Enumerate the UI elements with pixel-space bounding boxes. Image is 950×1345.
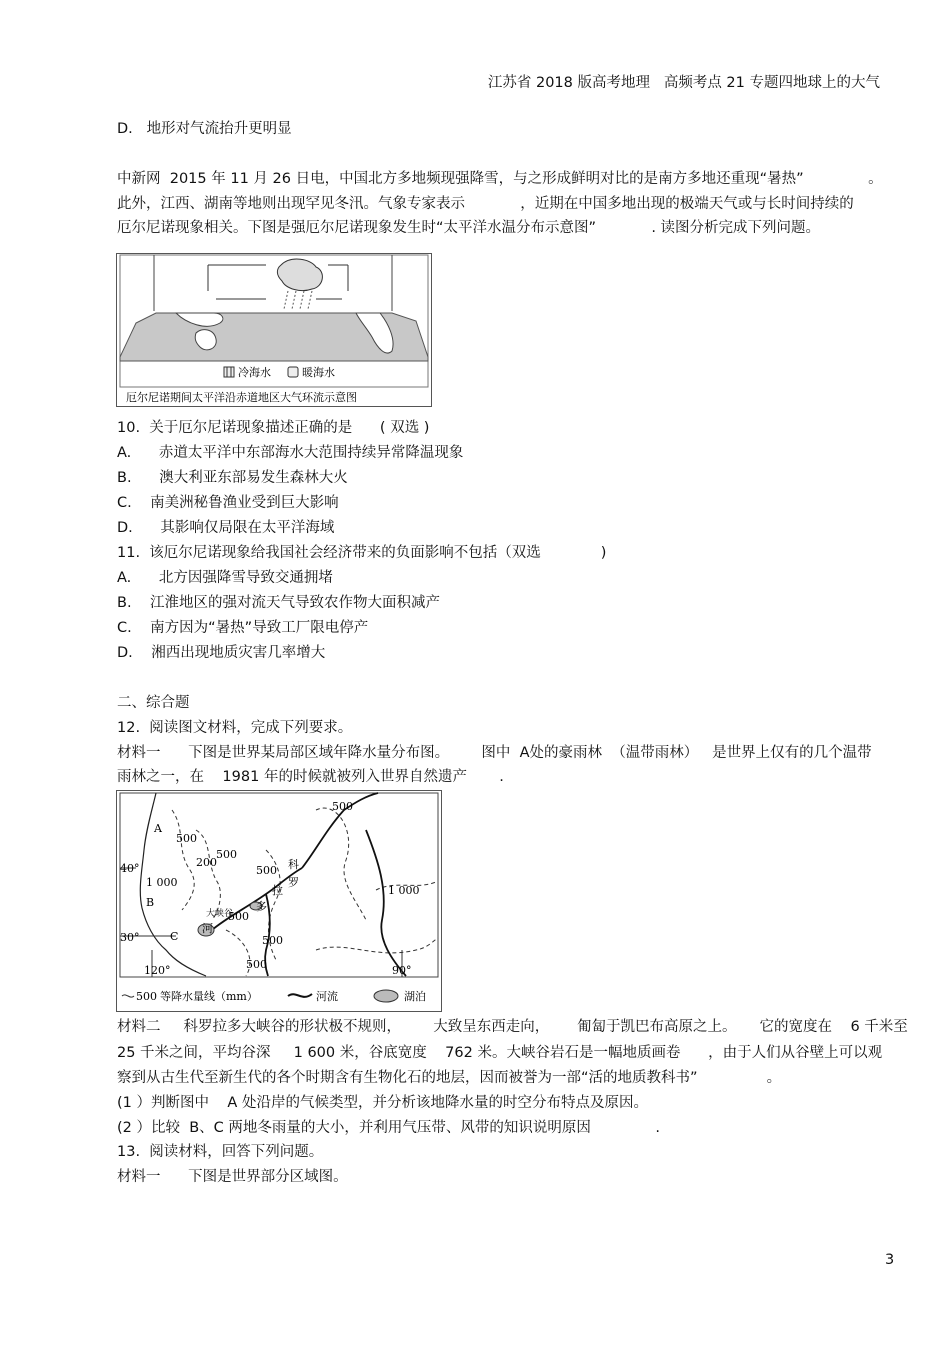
material-2-line-3: 察到从古生代至新生代的各个时期含有生物化石的地层，因而被誉为一部“活的地质教科书” 。	[117, 1070, 782, 1086]
svg-text:500: 500	[228, 910, 249, 923]
q10-option-d: D. 其影响仅局限在太平洋海域	[117, 520, 335, 536]
passage-line-1: 中新网 2015 年 11 月 26 日电，中国北方多地频现强降雪，与之形成鲜明对比的是南方多地还重现“暑热” 。	[117, 171, 883, 187]
svg-text:90°: 90°	[392, 964, 412, 977]
svg-text:500: 500	[262, 934, 283, 947]
svg-text:1 000: 1 000	[388, 884, 420, 897]
q10-option-c: C. 南美洲秘鲁渔业受到巨大影响	[117, 495, 339, 511]
q12-part-2: (2 ）比较 B、C 两地冬雨量的大小，并利用气压带、风带的知识说明原因 .	[117, 1120, 661, 1136]
material-2-line-1: 材料二 科罗拉多大峡谷的形状极不规则， 大致呈东西走向， 匍匐于凯巴布高原之上。 它的宽度在 6 千米至	[117, 1019, 908, 1035]
q11-option-b: B. 江淮地区的强对流天气导致农作物大面积减产	[117, 595, 440, 611]
legend-river: 河流	[316, 990, 338, 1003]
svg-text:500: 500	[332, 800, 353, 813]
q11-option-a: A. 北方因强降雪导致交通拥堵	[117, 570, 333, 586]
svg-text:C: C	[170, 930, 179, 943]
question-13: 13. 阅读材料，回答下列问题。	[117, 1144, 324, 1160]
svg-text:40°: 40°	[120, 862, 140, 875]
svg-text:河: 河	[202, 922, 213, 935]
precipitation-map	[116, 790, 442, 1012]
q11-option-c: C. 南方因为“暑热”导致工厂限电停产	[117, 620, 369, 636]
el-nino-figure	[116, 253, 432, 407]
legend-warm-water: 暖海水	[302, 366, 335, 379]
q11-option-d: D. 湘西出现地质灾害几率增大	[117, 645, 326, 661]
svg-text:200: 200	[196, 856, 217, 869]
material-2-line-2: 25 千米之间，平均谷深 1 600 米，谷底宽度 762 米。大峡谷岩石是一幅地质画卷 ，由于人们从谷壁上可以观	[117, 1045, 883, 1061]
svg-text:500: 500	[256, 864, 277, 877]
option-d-line: D. 地形对气流抬升更明显	[117, 121, 292, 137]
legend-isohyet-value: 500	[136, 990, 157, 1003]
svg-text:500: 500	[176, 832, 197, 845]
svg-text:500: 500	[246, 958, 267, 971]
material-1-line-1: 材料一 下图是世界某局部区域年降水量分布图。 图中 A处的豪雨林 （温带雨林） 是世界上仅有的几个温带	[117, 745, 872, 761]
svg-text:B: B	[146, 896, 155, 909]
section-heading: 二、综合题	[117, 695, 190, 711]
svg-text:500: 500	[216, 848, 237, 861]
svg-text:大峡谷: 大峡谷	[206, 909, 234, 919]
question-10: 10. 关于厄尔尼诺现象描述正确的是 ( 双选 )	[117, 420, 430, 436]
q12-part-1: (1 ）判断图中 A 处沿岸的气候类型，并分析该地降水量的时空分布特点及原因。	[117, 1095, 648, 1111]
svg-text:A: A	[154, 822, 162, 835]
svg-text:30°: 30°	[120, 931, 140, 944]
figure-caption: 厄尔尼诺期间太平洋沿赤道地区大气环流示意图	[126, 391, 357, 404]
material-1-line-2: 雨林之一，在 1981 年的时候就被列入世界自然遗产 .	[117, 769, 504, 785]
passage-line-3: 厄尔尼诺现象相关。下图是强厄尔尼诺现象发生时“太平洋水温分布示意图” . 读图分析完成下列问题。	[117, 220, 821, 236]
legend-lake: 湖泊	[404, 990, 426, 1003]
svg-text:罗: 罗	[288, 876, 299, 889]
question-12: 12. 阅读图文材料，完成下列要求。	[117, 720, 353, 736]
q10-option-a: A. 赤道太平洋中东部海水大范围持续异常降温现象	[117, 445, 464, 461]
svg-text:拉: 拉	[272, 884, 283, 897]
legend-isohyet: 等降水量线（mm）	[160, 990, 258, 1003]
svg-text:1 000: 1 000	[146, 876, 178, 889]
svg-text:多: 多	[256, 900, 267, 913]
page-header: 江苏省 2018 版高考地理 高频考点 21 专题四地球上的大气	[487, 75, 880, 91]
legend-cold-water: 冷海水	[238, 366, 271, 379]
passage-line-2: 此外，江西、湖南等地则出现罕见冬汛。气象专家表示 ，近期在中国多地出现的极端天气或与长时间持续的	[117, 196, 854, 212]
svg-text:科: 科	[288, 858, 299, 871]
svg-text:120°: 120°	[144, 964, 171, 977]
page-number: 3	[885, 1252, 895, 1268]
q13-material-1: 材料一 下图是世界部分区域图。	[117, 1169, 348, 1185]
q10-option-b: B. 澳大利亚东部易发生森林大火	[117, 470, 348, 486]
question-11: 11. 该厄尔尼诺现象给我国社会经济带来的负面影响不包括（双选 )	[117, 545, 607, 561]
